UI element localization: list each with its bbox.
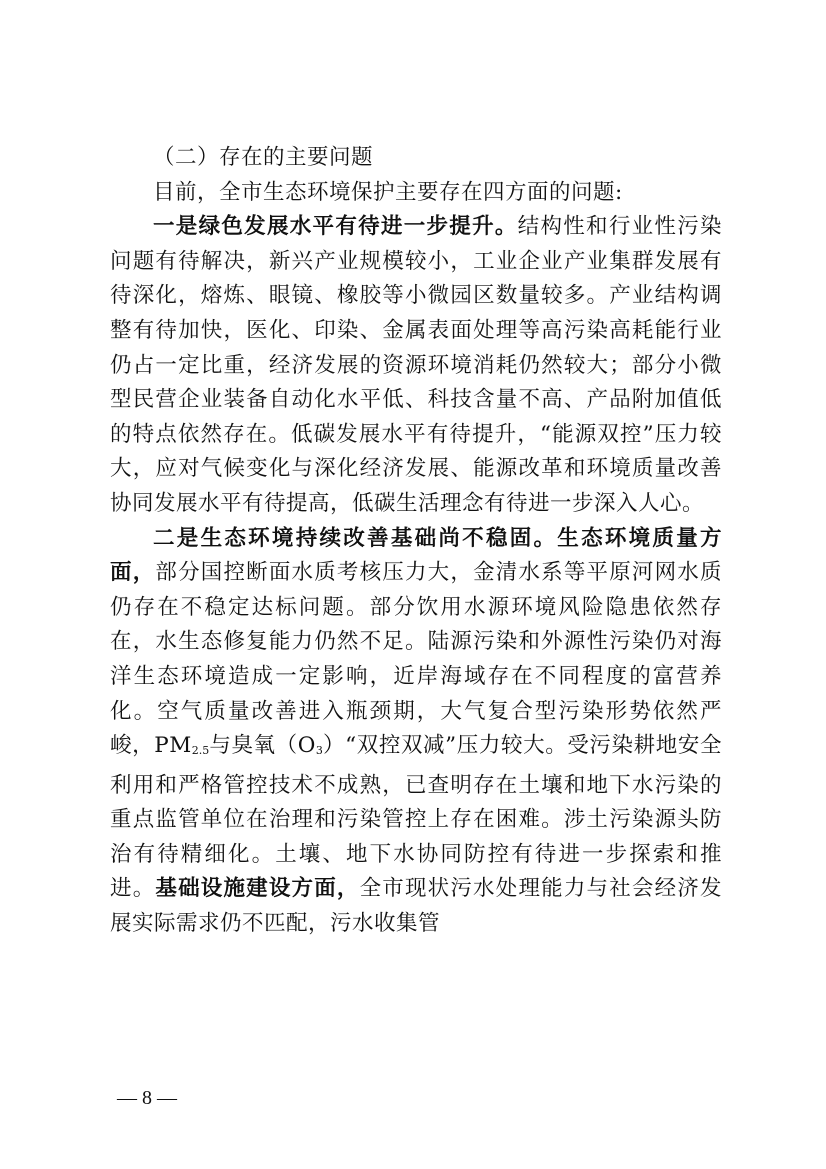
ozone-subscript: 3 <box>315 744 323 758</box>
paragraph-text: ）“双控双减”压力较大。受污染耕地安全利用和严格管控技术不成熟，已查明存在土壤和地下水污染的重点监管单位在治理和污染管控上存在困难。涉土污染源头防治有待精细化。土壤、地下水协同防控有待进一步探索和推进。 <box>110 733 722 902</box>
subsection-title-infrastructure: 基础设施建设方面， <box>155 876 360 902</box>
pm-label: PM <box>154 733 192 759</box>
document-body <box>110 141 722 942</box>
paragraph-lead: 一是绿色发展水平有待进一步提升。 <box>153 214 518 240</box>
paragraph-text: 结构性和行业性污染问题有待解决，新兴产业规模较小，工业企业产业集群发展有待深化，熔炼、眼镜、橡胶等小微园区数量较多。产业结构调整有待加快，医化、印染、金属表面处理等高污染高耗能行业仍占一定比重，经济发展的资源环境消耗仍然较大；部分小微型民营企业装备自动化水平低、科技含量不高、产品附加值低的特点依然存在。低碳发展水平有待提升，“能源双控”压力较大，应对气候变化与深化经济发展、能源改革和环境质量改善协同发展水平有待提高，低碳生活理念有待进一步深入人心。 <box>110 214 722 516</box>
intro-paragraph: 目前，全市生态环境保护主要存在四方面的问题: <box>153 179 623 205</box>
page-number: — 8 — <box>117 1087 177 1109</box>
paragraph-green-development <box>110 210 722 521</box>
pm-subscript: 2.5 <box>191 744 210 758</box>
section-heading: （二）存在的主要问题 <box>153 145 374 170</box>
paragraph-text: 与臭氧（O <box>209 733 316 759</box>
paragraph-lead: 二是生态环境持续改善基础尚不稳固。 <box>153 525 558 551</box>
paragraph-text: 部分国控断面水质考核压力大，金清水系等平原河网水质仍存在不稳定达标问题。部分饮用水源环境风险隐患依然存在，水生态修复能力仍然不足。陆源污染和外源性污染仍对海洋生态环境造成一定影响，近岸海域存在不同程度的富营养化。空气质量改善进入瓶颈期，大气复合型污染形势依然严峻， <box>110 560 722 759</box>
subsection-title-quality: 生态环境质量方面， <box>110 525 722 586</box>
paragraph-eco-environment <box>110 522 722 942</box>
paragraph-text: 全市现状污水处理能力与社会经济发展实际需求仍不匹配，污水收集管 <box>110 876 722 937</box>
